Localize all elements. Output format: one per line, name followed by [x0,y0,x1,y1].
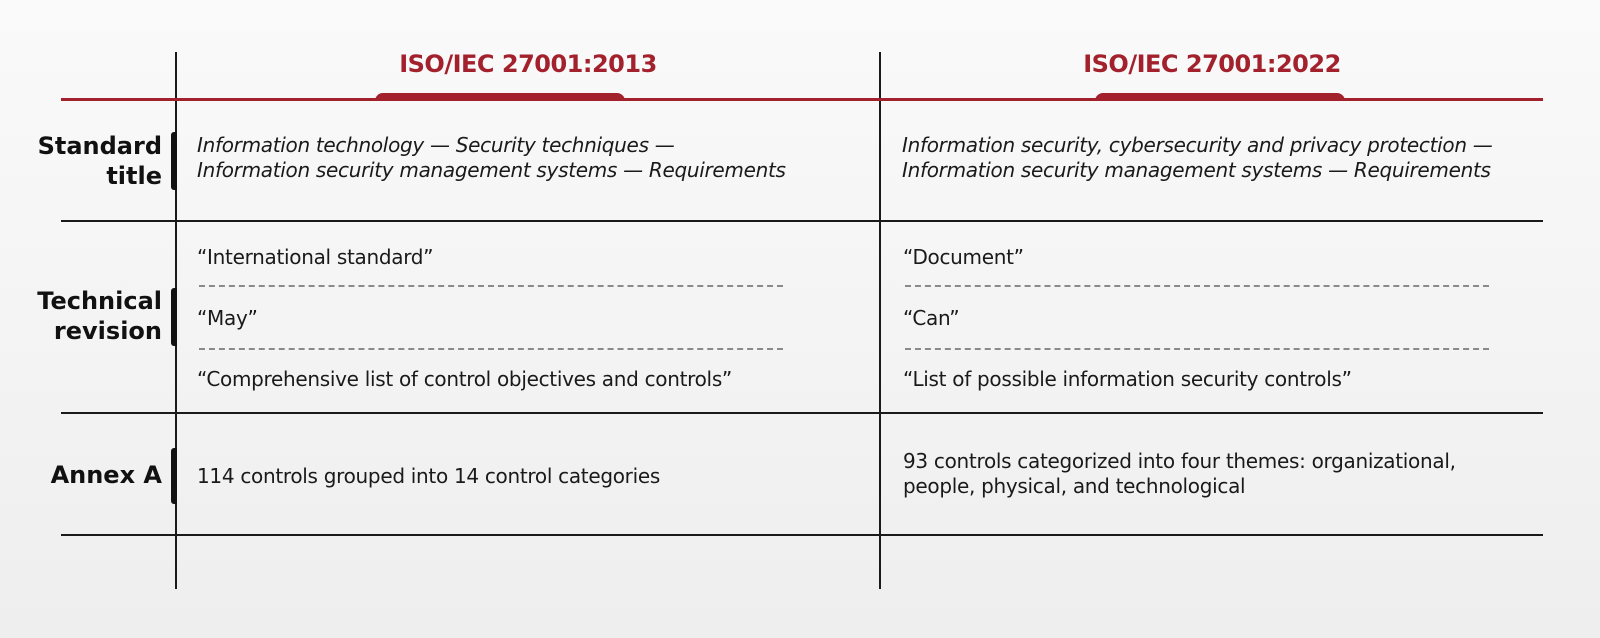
column-header-2022: ISO/IEC 27001:2022 [1083,50,1341,78]
header-tab-left [375,93,625,101]
row-label-line: Technical [37,287,162,315]
row-label-annex-a: Annex A [50,461,162,489]
middle-column-divider [879,52,881,589]
dashed-separator [905,285,1489,287]
row-label-technical-revision [37,286,162,346]
cell-2022-term-2: “Can” [903,306,960,330]
row-divider-1 [61,220,1543,222]
cell-2013-term-2: “May” [197,306,258,330]
column-header-2013: ISO/IEC 27001:2013 [399,50,657,78]
row-marker-technical-revision [171,288,177,346]
cell-line: Information security management systems — Requirements [902,158,1491,182]
row-label-line: Standard [37,132,162,160]
cell-2022-term-3: “List of possible information security controls” [903,367,1352,391]
row-label-standard-title [38,131,162,191]
cell-line: people, physical, and technological [903,474,1246,498]
cell-line: Information security management systems — Requirements [197,158,786,182]
row-label-line: title [106,162,162,190]
dashed-separator [199,348,783,350]
row-divider-2 [61,412,1543,414]
cell-line: Information security, cybersecurity and privacy protection — [902,133,1493,157]
header-tab-right [1095,93,1345,101]
dashed-separator [199,285,783,287]
row-divider-3 [61,534,1543,536]
cell-2022-annex-a [903,449,1456,499]
cell-line: 93 controls categorized into four themes: organizational, [903,449,1456,473]
cell-2022-term-1: “Document” [903,245,1024,269]
cell-line: Information technology — Security techniques — [197,133,675,157]
cell-2013-annex-a: 114 controls grouped into 14 control categories [197,464,660,488]
cell-2013-term-3: “Comprehensive list of control objectives and controls” [197,367,732,391]
row-marker-standard-title [171,132,177,190]
cell-2022-standard-title [902,133,1492,183]
row-marker-annex-a [171,448,177,504]
row-label-line: revision [53,317,162,345]
cell-2013-term-1: “International standard” [197,245,434,269]
cell-2013-standard-title [197,133,786,183]
dashed-separator [905,348,1489,350]
